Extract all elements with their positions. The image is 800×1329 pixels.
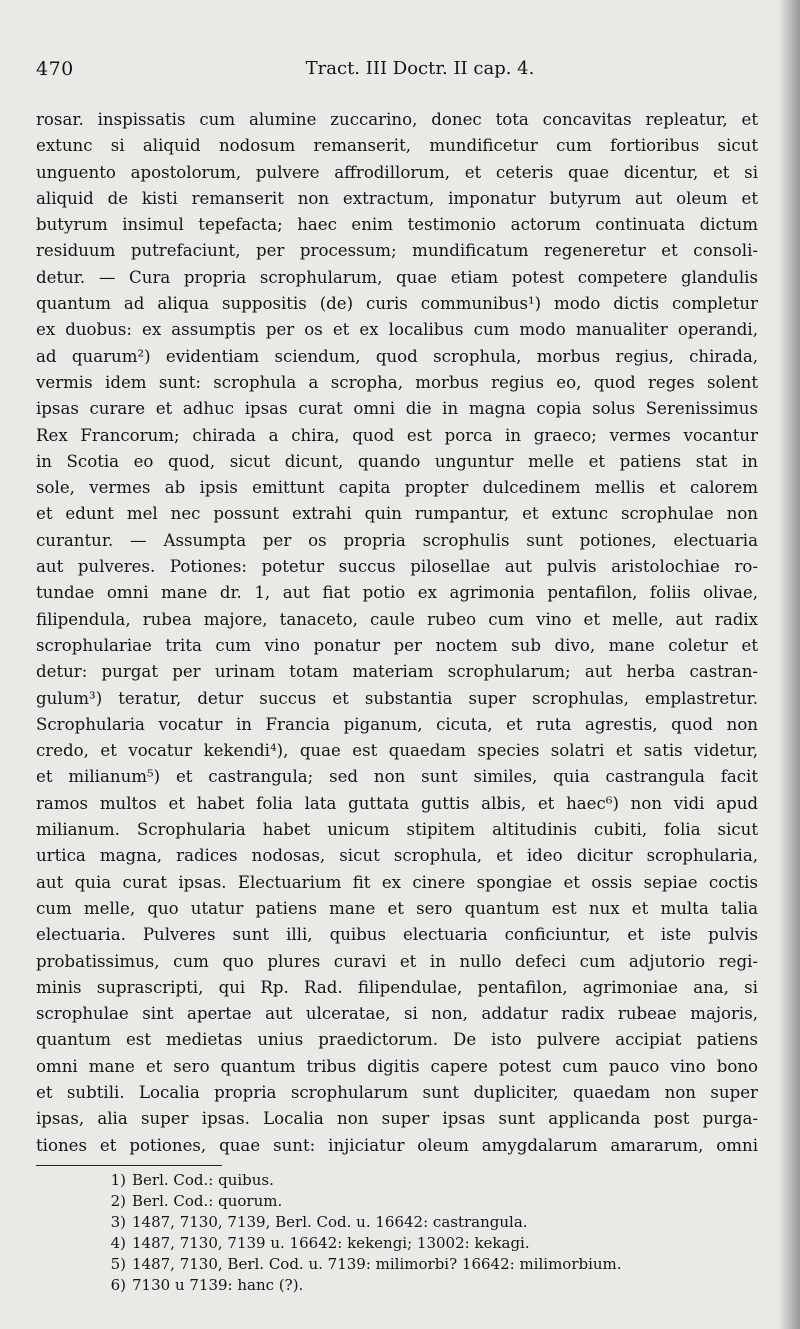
text-line: ipsas curare et adhuc ipsas curat omni die in magna copia solus Serenissimus	[36, 399, 758, 419]
text-line: urtica magna, radices nodosas, sicut scrophula, et ideo dicitur scrophularia,	[36, 846, 758, 866]
text-line: quantum est medietas unius praedictorum. De isto pulvere accipiat patiens	[36, 1030, 758, 1050]
text-line: tiones et potiones, quae sunt: injiciatur oleum amygdalarum amararum, omni	[36, 1135, 758, 1155]
text-line: in Scotia eo quod, sicut dicunt, quando unguntur melle et patiens stat in	[36, 451, 758, 471]
text-line: gulum³) teratur, detur succus et substantia super scrophulas, emplastretur.	[36, 688, 758, 708]
text-line: scrophulariae trita cum vino ponatur per noctem sub divo, mane coletur et	[36, 635, 758, 655]
text-line: ipsas, alia super ipsas. Localia non super ipsas sunt applicanda post purga-	[36, 1109, 758, 1129]
footnote	[104, 1254, 754, 1275]
text-line: butyrum insimul tepefacta; haec enim testimonio actorum continuata dictum	[36, 215, 758, 235]
text-line: scrophulae sint apertae aut ulceratae, si non, addatur radix rubeae majoris,	[36, 1004, 758, 1024]
running-head: Tract. III Doctr. II cap. 4.	[305, 58, 535, 79]
main-text	[36, 107, 758, 1159]
text-line: tundae omni mane dr. 1, aut fiat potio ex agrimonia pentafilon, foliis olivae,	[36, 583, 758, 603]
text-line: et milianum⁵) et castrangula; sed non sunt similes, quia castrangula facit	[36, 767, 758, 787]
text-line: et edunt mel nec possunt extrahi quin rumpantur, et extunc scrophulae non	[36, 504, 758, 524]
text-line: quantum ad aliqua suppositis (de) curis communibus¹) modo dictis completur	[36, 294, 758, 314]
text-line: et subtili. Localia propria scrophularum sunt dupliciter, quaedam non super	[36, 1082, 758, 1102]
text-line: detur. — Cura propria scrophularum, quae etiam potest competere glandulis	[36, 267, 758, 287]
text-line: rosar. inspissatis cum alumine zuccarino, donec tota concavitas repleatur, et	[36, 110, 758, 129]
text-line: ramos multos et habet folia lata guttata guttis albis, et haec⁶) non vidi apud	[36, 793, 758, 813]
text-line: credo, et vocatur kekendi⁴), quae est quaedam species solatri et satis videtur,	[36, 741, 758, 761]
text-line: omni mane et sero quantum tribus digitis capere potest cum pauco vino bono	[36, 1056, 758, 1076]
text-line: Rex Francorum; chirada a chira, quod est porca in graeco; vermes vocantur	[36, 425, 758, 445]
text-line: milianum. Scrophularia habet unicum stipitem altitudinis cubiti, folia sicut	[36, 820, 758, 840]
text-line: ad quarum²) evidentiam sciendum, quod scrophula, morbus regius, chirada,	[36, 346, 758, 366]
footnote	[104, 1275, 754, 1296]
footnote-text: 1487, 7130, 7139 u. 16642: kekengi; 13002: kekagi.	[132, 1234, 530, 1252]
footnotes	[104, 1170, 754, 1296]
text-line: detur: purgat per urinam totam materiam scrophularum; aut herba castran-	[36, 662, 758, 682]
footnote-number: 1)	[110, 1171, 126, 1189]
footnote	[104, 1233, 754, 1254]
footnote-number: 4)	[110, 1234, 126, 1252]
text-line: curantur. — Assumpta per os propria scrophulis sunt potiones, electuaria	[36, 530, 758, 550]
text-line: residuum putrefaciunt, per processum; mundificatum regeneretur et consoli-	[36, 241, 758, 261]
text-line: vermis idem sunt: scrophula a scropha, morbus regius eo, quod reges solent	[36, 372, 758, 392]
text-line: probatissimus, cum quo plures curavi et in nullo defeci cum adjutorio regi-	[36, 951, 758, 971]
text-line: aut pulveres. Potiones: potetur succus pilosellae aut pulvis aristolochiae ro-	[36, 557, 758, 577]
text-line: sole, vermes ab ipsis emittunt capita propter dulcedinem mellis et calorem	[36, 478, 758, 498]
footnote	[104, 1212, 754, 1233]
footnote-text: 1487, 7130, Berl. Cod. u. 7139: milimorbi? 16642: milimorbium.	[132, 1255, 622, 1273]
text-line: filipendula, rubea majore, tanaceto, caule rubeo cum vino et melle, aut radix	[36, 609, 758, 629]
text-line: minis suprascripti, qui Rp. Rad. filipendulae, pentafilon, agrimoniae ana, si	[36, 977, 758, 997]
page-edge-shadow	[778, 0, 800, 1329]
text-line: Scrophularia vocatur in Francia piganum, cicuta, et ruta agrestis, quod non	[36, 714, 758, 734]
footnote-text: 7130 u 7139: hanc (?).	[132, 1276, 304, 1294]
footnote-number: 2)	[110, 1192, 126, 1210]
footnote	[104, 1170, 754, 1191]
text-line: ex duobus: ex assumptis per os et ex localibus cum modo manualiter operandi,	[36, 320, 758, 340]
footnote-rule	[36, 1165, 222, 1166]
footnote-text: Berl. Cod.: quorum.	[132, 1192, 283, 1210]
page-header	[36, 58, 764, 90]
text-line: extunc si aliquid nodosum remanserit, mundificetur cum fortioribus sicut	[36, 136, 758, 156]
page-number: 470	[36, 58, 74, 80]
text-line: electuaria. Pulveres sunt illi, quibus electuaria conficiuntur, et iste pulvis	[36, 925, 758, 945]
footnote-number: 5)	[110, 1255, 126, 1273]
footnote-text: Berl. Cod.: quibus.	[132, 1171, 274, 1189]
footnote-number: 3)	[110, 1213, 126, 1231]
text-line: unguento apostolorum, pulvere affrodillorum, et ceteris quae dicentur, et si	[36, 162, 758, 182]
text-line: aut quia curat ipsas. Electuarium fit ex cinere spongiae et ossis sepiae coctis	[36, 872, 758, 892]
text-line: cum melle, quo utatur patiens mane et sero quantum est nux et multa talia	[36, 898, 758, 918]
footnote-text: 1487, 7130, 7139, Berl. Cod. u. 16642: castrangula.	[132, 1213, 528, 1231]
footnote	[104, 1191, 754, 1212]
text-line: aliquid de kisti remanserit non extractum, imponatur butyrum aut oleum et	[36, 188, 758, 208]
footnote-number: 6)	[110, 1276, 126, 1294]
